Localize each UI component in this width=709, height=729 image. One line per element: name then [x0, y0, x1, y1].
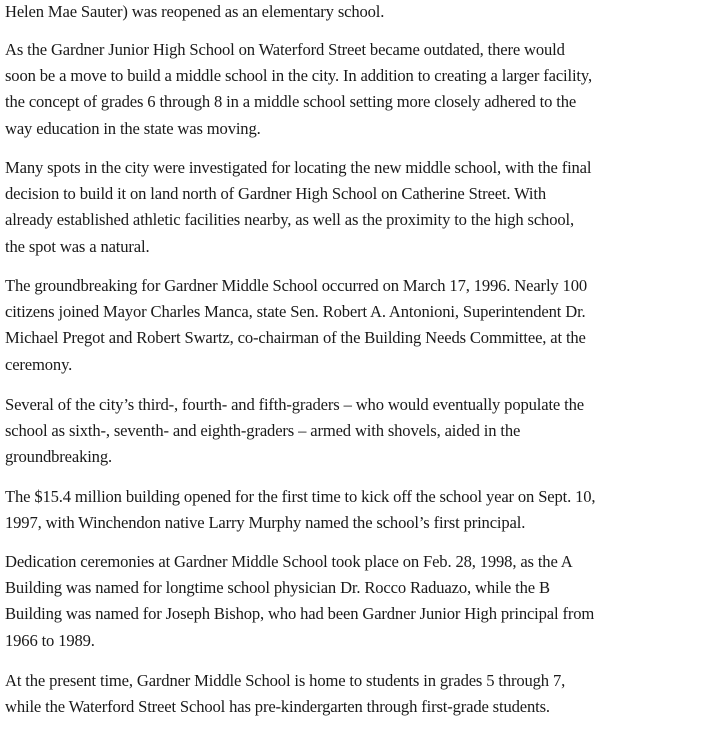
paragraph-building-opened — [5, 484, 595, 536]
text-line: As the Gardner Junior High School on Waterford Street became outdated, there would — [5, 40, 565, 59]
paragraph-site-selection — [5, 155, 591, 260]
text-line: Helen Mae Sauter) was reopened as an elementary school. — [5, 2, 385, 21]
paragraph-groundbreaking — [5, 273, 587, 378]
text-line: Many spots in the city were investigated for locating the new middle school, with the final — [5, 158, 592, 177]
text-line: Several of the city’s third-, fourth- and fifth-graders – who would eventually populate the — [5, 395, 584, 414]
text-line: Michael Pregot and Robert Swartz, co-chairman of the Building Needs Committee, at the — [5, 328, 586, 348]
paragraph-dedication — [5, 549, 594, 654]
text-line: Building was named for Joseph Bishop, who had been Gardner Junior High principal from — [5, 604, 595, 624]
text-line: Building was named for longtime school physician Dr. Rocco Raduazo, while the B — [5, 578, 550, 598]
paragraph-sauter-reopened — [5, 0, 384, 25]
text-line: the spot was a natural. — [5, 236, 150, 256]
paragraph-junior-high-outdated — [5, 37, 592, 142]
text-line: school as sixth-, seventh- and eighth-graders – armed with shovels, aided in the — [5, 421, 521, 441]
text-line: ceremony. — [5, 354, 73, 374]
text-line: The $15.4 million building opened for the first time to kick off the school year on Sept. 10, — [5, 487, 596, 506]
text-line: while the Waterford Street School has pre-kindergarten through first-grade students. — [5, 697, 550, 717]
paragraph-present-time — [5, 668, 565, 720]
text-line: Dedication ceremonies at Gardner Middle School took place on Feb. 28, 1998, as the A — [5, 552, 573, 571]
text-line: already established athletic facilities nearby, as well as the proximity to the high school, — [5, 210, 574, 230]
text-line: the concept of grades 6 through 8 in a middle school setting more closely adhered to the — [5, 92, 577, 112]
text-line: The groundbreaking for Gardner Middle School occurred on March 17, 1996. Nearly 100 — [5, 276, 587, 295]
text-line: way education in the state was moving. — [5, 118, 261, 138]
text-line: decision to build it on land north of Gardner High School on Catherine Street. With — [5, 184, 546, 204]
text-line: 1966 to 1989. — [5, 630, 95, 650]
text-line: groundbreaking. — [5, 447, 112, 467]
text-line: citizens joined Mayor Charles Manca, state Sen. Robert A. Antonioni, Superintendent Dr. — [5, 302, 586, 322]
paragraph-students-shovels — [5, 392, 584, 471]
text-line: 1997, with Winchendon native Larry Murphy named the school’s first principal. — [5, 513, 526, 533]
text-line: At the present time, Gardner Middle School is home to students in grades 5 through 7, — [5, 671, 566, 690]
text-line: soon be a move to build a middle school in the city. In addition to creating a larger facility, — [5, 66, 592, 86]
